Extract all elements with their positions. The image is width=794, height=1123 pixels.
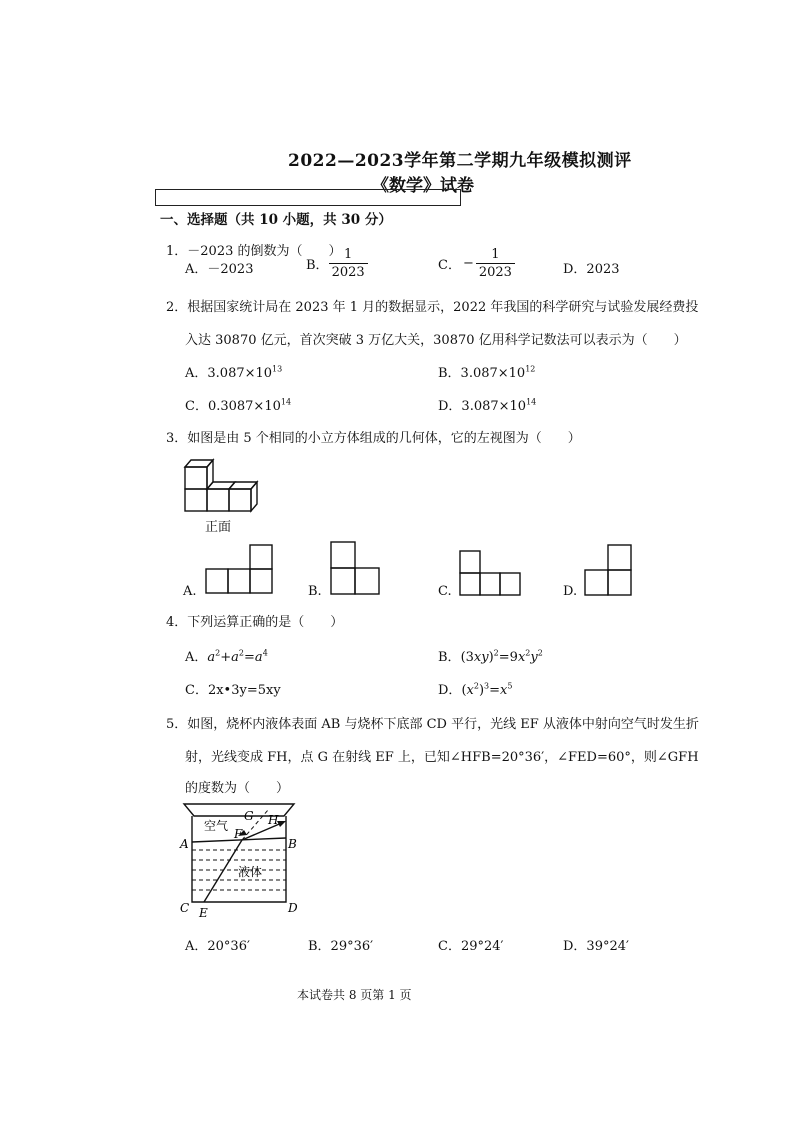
q4-b-part: (3	[460, 650, 474, 665]
q3-figure-caption: 正面	[205, 520, 232, 535]
q3-option-c[interactable]: C.	[438, 584, 452, 599]
square	[355, 568, 379, 594]
q4-d-part: =	[489, 683, 501, 698]
q1-c-numerator: 1	[476, 246, 515, 264]
point-f: F	[234, 827, 243, 841]
q1-b-numerator: 1	[329, 246, 368, 264]
q1-c-sign: −	[462, 256, 474, 271]
exam-title: 2022—2023学年第二学期九年级模拟测评	[288, 151, 632, 171]
q3-view-d	[583, 543, 635, 597]
q4-b-exp: 2	[537, 648, 543, 658]
q3-view-a	[204, 543, 274, 597]
q4-d-part: x	[466, 683, 474, 698]
q1-b-label: B．	[306, 258, 329, 273]
q1-option-d[interactable]: D．2023	[563, 262, 620, 277]
q2-option-c[interactable]	[185, 395, 291, 414]
point-d: D	[288, 901, 298, 915]
q5-stem-line1: 5．如图，烧杯内液体表面 AB 与烧杯下底部 CD 平行，光线 EF 从液体中射向空气时发生折	[166, 717, 699, 732]
q3-option-d[interactable]: D.	[563, 584, 578, 599]
q4-b-part: y	[530, 650, 538, 665]
cube-face	[229, 489, 251, 511]
square	[206, 569, 228, 593]
square	[608, 545, 631, 570]
q5-option-a[interactable]: A．20°36′	[185, 939, 250, 954]
q3-stem: 3．如图是由 5 个相同的小立方体组成的几何体，它的左视图为（ ）	[166, 431, 581, 446]
q4-a-op: +	[220, 650, 232, 665]
square	[250, 545, 272, 569]
point-b: B	[288, 837, 297, 851]
point-g: G	[244, 809, 254, 823]
q4-d-exp: 2	[473, 681, 479, 691]
q4-c-label: C．	[185, 683, 208, 698]
q2-option-b[interactable]	[438, 362, 535, 381]
q4-option-b[interactable]	[438, 646, 543, 665]
q4-d-exp: 3	[484, 681, 490, 691]
cube-face	[207, 489, 229, 511]
q4-b-part: )	[488, 650, 494, 665]
point-c: C	[180, 901, 190, 915]
q4-b-part: x	[517, 650, 526, 665]
q4-d-part: )	[478, 683, 485, 698]
q4-b-exp: 2	[525, 648, 531, 658]
q4-d-part: x	[500, 683, 508, 698]
q1-b-denominator: 2023	[331, 265, 365, 280]
q2-stem-line2: 入达 30870 亿元，首次突破 3 万亿大关，30870 亿用科学记数法可以表示为（ ）	[185, 333, 687, 348]
q4-b-part: xy	[473, 650, 489, 665]
q1-option-b[interactable]	[306, 246, 368, 281]
q1-b-fraction	[329, 246, 368, 281]
q5-stem-line2: 射，光线变成 FH，点 G 在射线 EF 上，已知∠HFB=20°36′，∠FED=60°，则∠GFH	[185, 750, 699, 765]
q4-d-part: (	[461, 683, 467, 698]
point-a: A	[180, 837, 189, 851]
point-e: E	[199, 906, 208, 920]
label-air: 空气	[204, 819, 229, 833]
q1-option-a[interactable]: A．－2023	[185, 262, 254, 277]
q2-b-text: B．3.087×10	[438, 366, 526, 381]
q4-stem: 4．下列运算正确的是（ ）	[166, 615, 344, 630]
q2-b-exponent: 12	[525, 364, 536, 374]
q4-b-exp: 2	[493, 648, 499, 658]
square	[500, 573, 520, 595]
exam-subtitle: 《数学》试卷	[372, 176, 474, 196]
q3-view-b	[329, 540, 381, 598]
q5-option-b[interactable]: B．29°36′	[308, 939, 374, 954]
q4-option-d[interactable]	[438, 679, 512, 698]
q1-c-label: C．	[438, 258, 461, 273]
q2-c-exponent: 14	[280, 397, 292, 407]
q1-option-c[interactable]	[438, 246, 515, 281]
q4-option-c[interactable]	[185, 679, 281, 698]
q4-d-label: D．	[438, 683, 462, 698]
square	[460, 573, 480, 595]
square	[585, 570, 608, 595]
q5-stem-line3: 的度数为（ ）	[185, 781, 290, 796]
square	[480, 573, 500, 595]
q2-a-exponent: 13	[272, 364, 283, 374]
q2-c-text: C．0.3087×10	[185, 399, 281, 414]
q4-a-var: a	[254, 650, 263, 665]
square	[460, 551, 480, 573]
square	[250, 569, 272, 593]
q1-stem: 1．－2023 的倒数为（ ）	[166, 244, 342, 259]
q3-view-c	[458, 549, 524, 597]
q4-a-var: a	[231, 650, 239, 665]
q5-beaker-figure	[176, 792, 306, 922]
cube-face	[185, 467, 207, 489]
q2-stem-line1: 2．根据国家统计局在 2023 年 1 月的数据显示，2022 年我国的科学研究与试验发展经费投	[166, 300, 699, 315]
q4-a-exp: 2	[238, 648, 245, 658]
q4-option-a[interactable]	[185, 646, 268, 665]
q3-option-a[interactable]: A.	[183, 584, 197, 599]
q2-option-a[interactable]	[185, 362, 282, 381]
q2-option-d[interactable]	[438, 395, 536, 414]
q1-c-fraction	[476, 246, 515, 281]
q4-a-exp: 2	[215, 648, 221, 658]
q4-b-label: B．	[438, 650, 461, 665]
q2-d-exponent: 14	[526, 397, 537, 407]
student-info-box[interactable]	[155, 189, 461, 206]
q5-option-c[interactable]: C．29°24′	[438, 939, 504, 954]
q4-a-op: =	[244, 650, 255, 665]
page-footer: 本试卷共 8 页第 1 页	[297, 988, 412, 1002]
q3-solid-figure	[180, 450, 270, 518]
q1-c-denominator: 2023	[478, 265, 512, 280]
q4-a-exp: 4	[262, 648, 268, 658]
ray-ef	[204, 840, 242, 902]
square	[608, 570, 631, 595]
cube-side	[251, 482, 257, 511]
square	[331, 542, 355, 568]
q4-a-var: a	[207, 650, 216, 665]
square	[228, 569, 250, 593]
q4-b-part: =9	[498, 650, 518, 665]
label-liquid: 液体	[238, 865, 263, 879]
section-heading: 一、选择题（共 10 小题，共 30 分）	[160, 212, 392, 228]
q3-option-b[interactable]: B.	[308, 584, 322, 599]
cube-face	[185, 489, 207, 511]
q5-option-d[interactable]: D．39°24′	[563, 939, 629, 954]
q4-c-expr: 2x•3y=5xy	[207, 683, 281, 698]
q4-a-label: A．	[185, 650, 208, 665]
point-h: H	[268, 813, 279, 827]
q2-a-text: A．3.087×10	[185, 366, 273, 381]
q2-d-text: D．3.087×10	[438, 399, 527, 414]
q4-d-exp: 5	[507, 681, 513, 691]
square	[331, 568, 355, 594]
